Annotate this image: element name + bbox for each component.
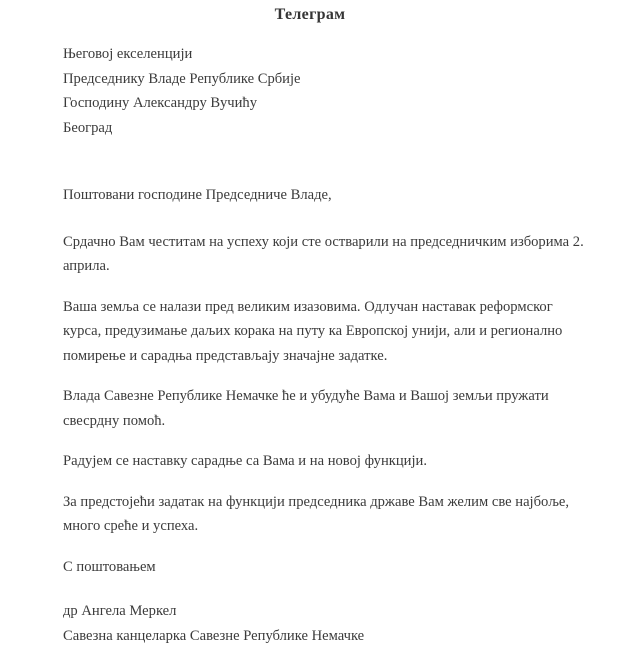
recipient-address-block bbox=[63, 42, 591, 140]
paragraph-wishes: За предстојећи задатак на функцији председника државе Вам желим све најбоље, много среће и успеха. bbox=[63, 493, 570, 534]
signature-block bbox=[63, 599, 591, 648]
document-title: Телеграм bbox=[274, 6, 346, 23]
closing-regards: С поштовањем bbox=[63, 558, 156, 575]
paragraph-challenges: Ваша земља се налази пред великим изазовима. Одлучан наставак реформског курса, предузимање даљих корака на путу ка Европској унији, али и регионално помирење и сарадња представљају значајне задатке. bbox=[63, 298, 563, 364]
salutation: Поштовани господине Председниче Владе, bbox=[63, 187, 332, 203]
document-body bbox=[63, 42, 591, 648]
paragraph-german-support: Влада Савезне Републике Немачке ће и убудуће Вама и Вашој земљи пружати свесрдну помоћ. bbox=[63, 388, 549, 429]
paragraph-congratulations: Срдачно Вам честитам на успеху који сте остварили на председничким изборима 2. априла. bbox=[63, 233, 584, 274]
signature-title: Савезна канцеларка Савезне Републике Немачке bbox=[63, 627, 365, 644]
recipient-line-name: Господину Александру Вучићу bbox=[63, 95, 257, 111]
recipient-line-excellency: Његовој екселенцији bbox=[63, 46, 193, 62]
paragraph-cooperation: Радујем се наставку сарадње са Вама и на новој функцији. bbox=[63, 453, 428, 469]
recipient-line-city: Београд bbox=[63, 119, 113, 136]
recipient-line-office: Председнику Владе Републике Србије bbox=[63, 70, 301, 87]
signature-name: др Ангела Меркел bbox=[63, 603, 177, 619]
